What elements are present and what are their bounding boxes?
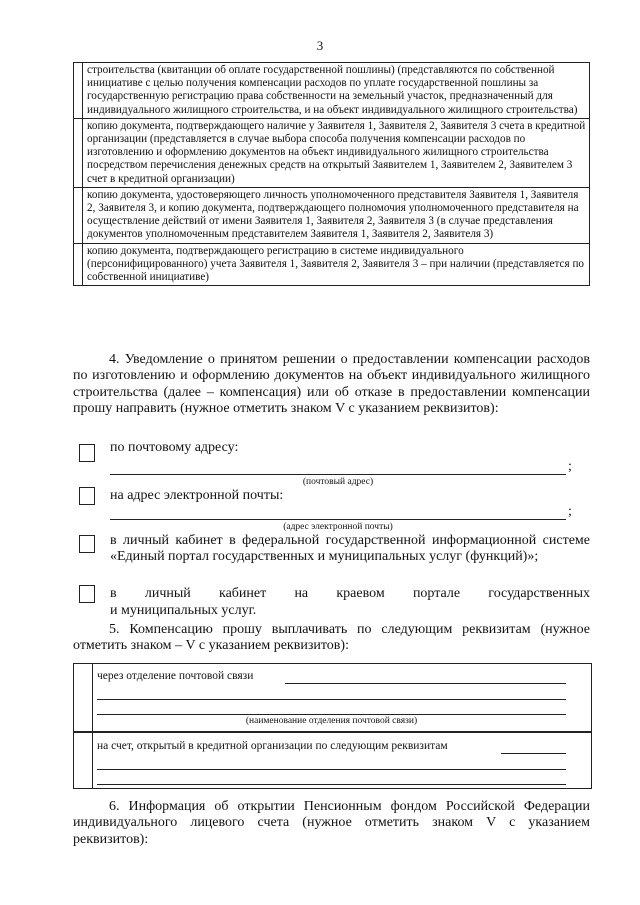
post-office-input-line[interactable]	[97, 714, 566, 715]
row-checkbox-cell[interactable]	[74, 187, 83, 243]
section-4-text: 4. Уведомление о принятом решении о предоставлении компенсации расходов по изготовлению и оформлению документов на объект индивидуального жилищного строительства (далее – компенсация) или об отказе в предоставлении компенсации прошу направить (нужное отметить знаком V с указанием реквизитов):	[73, 352, 590, 416]
email-address-input[interactable]	[110, 519, 566, 520]
email-address-caption: (адрес электронной почты)	[283, 522, 393, 532]
post-office-label: через отделение почтовой связи	[97, 670, 254, 682]
row-checkbox-cell[interactable]	[74, 63, 83, 119]
bank-account-input-line[interactable]	[97, 784, 566, 785]
page-number: 3	[316, 38, 324, 53]
bank-account-input[interactable]	[501, 753, 566, 754]
post-office-caption: (наименование отделения почтовой связи)	[245, 716, 418, 726]
postal-address-caption: (почтовый адрес)	[302, 477, 374, 487]
regional-portal-option-line: в личный кабинет на краевом портале государственных	[110, 586, 590, 601]
semicolon: ;	[568, 504, 572, 519]
email-checkbox[interactable]	[79, 487, 95, 505]
post-office-checkbox[interactable]	[74, 664, 93, 732]
bank-account-label: на счет, открытый в кредитной организации по следующим реквизитам	[97, 740, 448, 752]
postal-option-label: по почтовому адресу:	[110, 440, 239, 455]
table-row	[74, 187, 590, 243]
row-text: копию документа, удостоверяющего личность уполномоченного представителя Заявителя 1, Заявителя 2, Заявителя 3, и копию документа, подтверждающего полномочия уполномоченного представителя на осуществление действий от имени Заявителя 1, Заявителя 2, Заявителя 3 (в случае представления документов уполномоченным представителем Заявителя 1, Заявителя 2, Заявителя 3)	[83, 187, 590, 243]
bank-account-checkbox[interactable]	[74, 732, 93, 788]
post-office-option-box	[73, 663, 592, 733]
regional-portal-option-line: и муниципальных услуг.	[110, 603, 257, 618]
gosuslugi-checkbox[interactable]	[79, 535, 95, 553]
table-row	[74, 118, 590, 187]
post-office-input[interactable]	[285, 683, 566, 684]
bank-account-option-box	[73, 731, 592, 789]
row-checkbox-cell[interactable]	[74, 243, 83, 286]
row-checkbox-cell[interactable]	[74, 118, 83, 187]
postal-checkbox[interactable]	[79, 444, 95, 462]
postal-address-input[interactable]	[110, 474, 566, 475]
row-text: копию документа, подтверждающего регистрацию в системе индивидуального (персонифицированного) учета Заявителя 1, Заявителя 2, Заявителя 3 – при наличии (представляется по собственной инициативе)	[83, 243, 590, 286]
bank-account-input-line[interactable]	[97, 769, 566, 770]
section-6-text: 6. Информация об открытии Пенсионным фондом Российской Федерации индивидуального лицевого счета (нужное отметить знаком V с указанием реквизитов):	[73, 799, 590, 847]
email-option-label: на адрес электронной почты:	[110, 488, 284, 503]
table-row	[74, 243, 590, 286]
gosuslugi-option-text: в личный кабинет в федеральной государственной информационной системе «Единый портал государственных и муниципальных услуг (функций)»;	[110, 533, 590, 565]
semicolon: ;	[568, 459, 572, 474]
section-5-text: 5. Компенсацию прошу выплачивать по следующим реквизитам (нужное отметить знаком – V с указанием реквизитов):	[73, 622, 590, 654]
row-text: копию документа, подтверждающего наличие у Заявителя 1, Заявителя 2, Заявителя 3 счета в кредитной организации (представляется в случае выбора способа получения компенсации расходов по изготовлению и оформлению документов на объект индивидуального жилищного строительства посредством перечисления денежных средств на открытый Заявителем 1, Заявителем 2, Заявителем 3 счет в кредитной организации)	[83, 118, 590, 187]
documents-table	[73, 62, 590, 286]
row-text: строительства (квитанции об оплате государственной пошлины) (представляются по собственной инициативе с целью получения компенсации расходов по уплате государственной пошлины за государственную регистрацию права собственности на земельный участок, предназначенный для индивидуального жилищного строительства, и на объект индивидуального жилищного строительства)	[83, 63, 590, 119]
table-row	[74, 63, 590, 119]
post-office-input-line[interactable]	[97, 699, 566, 700]
regional-portal-checkbox[interactable]	[79, 585, 95, 603]
